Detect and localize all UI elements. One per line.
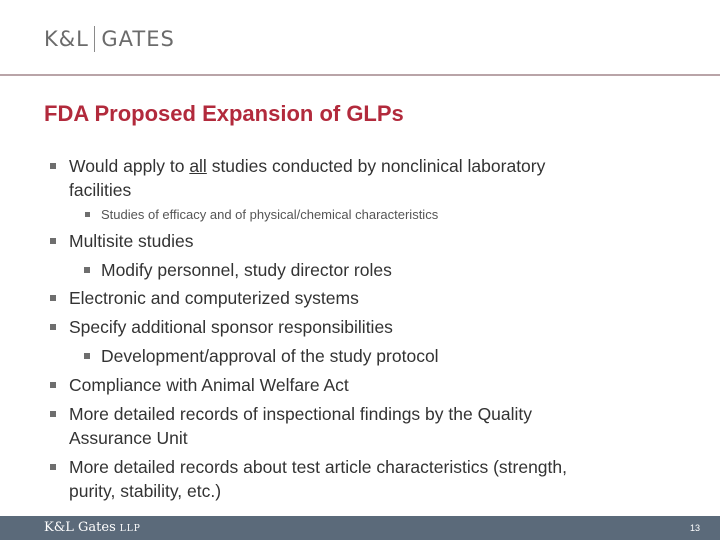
sub-bullet-item-2: Modify personnel, study director roles (101, 260, 392, 280)
footer-llp: LLP (119, 524, 141, 534)
footer-bar (0, 516, 720, 540)
page-number: 13 (689, 523, 700, 533)
bullet-marker (50, 324, 56, 330)
logo-left-text: K&L (44, 27, 89, 51)
bullet-marker (50, 163, 56, 169)
bullet-marker (50, 382, 56, 388)
footer-logo-text: K&L Gates (44, 520, 116, 535)
sub-bullet-marker (85, 212, 90, 217)
slide-title: FDA Proposed Expansion of GLPs (44, 101, 404, 126)
header-logo (44, 26, 175, 52)
bullet-item-7-line-2: purity, stability, etc.) (69, 481, 222, 501)
sub-bullet-marker (84, 267, 90, 273)
bullet-item-1-line-2: facilities (69, 180, 132, 200)
logo-divider (94, 26, 96, 52)
bullet-item-4: Specify additional sponsor responsibilities (69, 317, 393, 337)
bullet-item-6-line-1: More detailed records of inspectional findings by the Quality (69, 404, 533, 424)
bullet-item-6-line-2: Assurance Unit (69, 428, 188, 448)
bullet-item-2: Multisite studies (69, 231, 194, 251)
footer-logo (44, 520, 141, 535)
emphasis-underlined: all (189, 156, 207, 176)
sub-bullet-item-1: Studies of efficacy and of physical/chemical characteristics (101, 207, 439, 222)
bullet-marker (50, 295, 56, 301)
bullet-item-3: Electronic and computerized systems (69, 288, 359, 308)
bullet-marker (50, 238, 56, 244)
bullet-item-5: Compliance with Animal Welfare Act (69, 375, 349, 395)
bullet-marker (50, 464, 56, 470)
logo-right-text: GATES (101, 27, 175, 51)
bullet-marker (50, 411, 56, 417)
sub-bullet-item-3: Development/approval of the study protocol (101, 346, 439, 366)
bullet-item-7-line-1: More detailed records about test article characteristics (strength, (69, 457, 567, 477)
sub-bullet-marker (84, 353, 90, 359)
header-rule (0, 74, 720, 76)
bullet-item-1-line-1: Would apply to all studies conducted by nonclinical laboratory (69, 156, 546, 176)
